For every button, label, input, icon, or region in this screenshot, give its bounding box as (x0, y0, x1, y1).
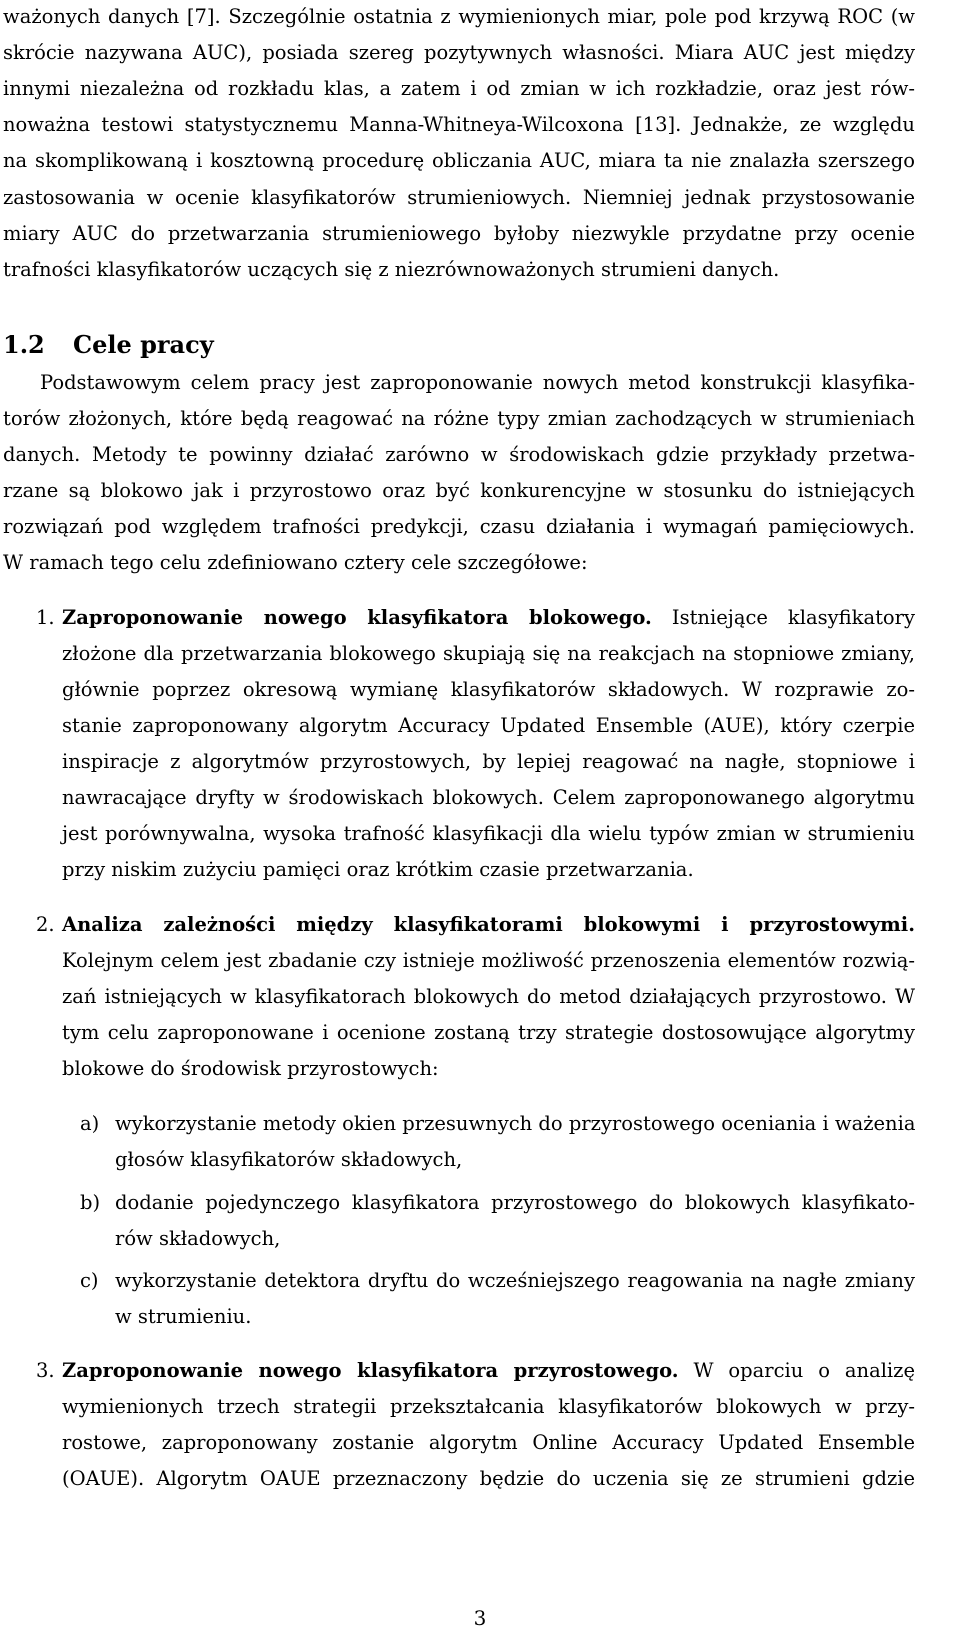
text-line: wymienionych trzech strategii przekształcania klasyfikatorów blokowych w przy- (62, 1395, 915, 1418)
page-number: 3 (473, 1606, 487, 1630)
list-marker: b) (80, 1191, 101, 1214)
text-line: głównie poprzez okresową wymianę klasyfikatorów składowych. W rozprawie zo- (62, 678, 915, 701)
section-title: Cele pracy (73, 330, 214, 359)
section-heading (3, 328, 214, 362)
text-line: Zaproponowanie nowego klasyfikatora blokowego. Istniejące klasyfikatory (62, 606, 915, 629)
goal-title: Analiza zależności między klasyfikatorami blokowymi i przyrostowymi. (62, 913, 915, 936)
goal-title: Zaproponowanie nowego klasyfikatora przyrostowego. (62, 1359, 679, 1382)
text-line: w strumieniu. (115, 1305, 252, 1328)
text-line: Zaproponowanie nowego klasyfikatora przyrostowego. W oparciu o analizę (62, 1359, 915, 1382)
goal-title: Zaproponowanie nowego klasyfikatora blokowego. (62, 606, 652, 629)
list-marker: a) (80, 1112, 100, 1135)
text-line: W ramach tego celu zdefiniowano cztery cele szczegółowe: (3, 551, 588, 574)
text-line: rozwiązań pod względem trafności predykcji, czasu działania i wymagań pamięciowych. (3, 515, 915, 538)
text-line: noważna testowi statystycznemu Manna-Whitneya-Wilcoxona [13]. Jednakże, ze względu (3, 113, 915, 136)
text-line: wykorzystanie detektora dryftu do wcześniejszego reagowania na nagłe zmiany (115, 1269, 915, 1292)
text-line: głosów klasyfikatorów składowych, (115, 1148, 463, 1171)
list-marker: 2. (36, 913, 55, 936)
text-line: wykorzystanie metody okien przesuwnych do przyrostowego oceniania i ważenia (115, 1112, 916, 1135)
section-number: 1.2 (3, 330, 45, 359)
text-line: rostowe, zaproponowany zostanie algorytm Online Accuracy Updated Ensemble (62, 1431, 915, 1454)
text-line: miary AUC do przetwarzania strumieniowego byłoby niezwykle przydatne przy ocenie (3, 222, 915, 245)
text-line: blokowe do środowisk przyrostowych: (62, 1057, 439, 1080)
text-line: inspiracje z algorytmów przyrostowych, by lepiej reagować na nagłe, stopniowe i (62, 750, 915, 773)
text-line: dodanie pojedynczego klasyfikatora przyrostowego do blokowych klasyfikato- (115, 1191, 915, 1214)
text-line: rów składowych, (115, 1227, 281, 1250)
text-line: torów złożonych, które będą reagować na różne typy zmian zachodzących w strumieniach (3, 407, 915, 430)
text-line: nawracające dryfty w środowiskach blokowych. Celem zaproponowanego algorytmu (62, 786, 915, 809)
text-line: zastosowania w ocenie klasyfikatorów strumieniowych. Niemniej jednak przystosowanie (3, 186, 915, 209)
text-line: złożone dla przetwarzania blokowego skupiają się na reakcjach na stopniowe zmiany, (62, 642, 915, 665)
text-line: stanie zaproponowany algorytm Accuracy Updated Ensemble (AUE), który czerpie (62, 714, 915, 737)
text-line (62, 910, 915, 940)
text-line: skrócie nazywana AUC), posiada szereg pozytywnych własności. Miara AUC jest między (3, 41, 915, 64)
text-line: trafności klasyfikatorów uczących się z niezrównoważonych strumieni danych. (3, 258, 780, 281)
text-line: (OAUE). Algorytm OAUE przeznaczony będzie do uczenia się ze strumieni gdzie (62, 1467, 915, 1490)
text-line: przy niskim zużyciu pamięci oraz krótkim czasie przetwarzania. (62, 858, 694, 881)
text-line: jest porównywalna, wysoka trafność klasyfikacji dla wielu typów zmian w strumieniu (62, 822, 915, 845)
list-marker: c) (80, 1269, 99, 1292)
list-marker: 1. (36, 606, 55, 629)
text-line: na skomplikowaną i kosztowną procedurę obliczania AUC, miara ta nie znalazła szerszego (3, 149, 915, 172)
text-line: rzane są blokowo jak i przyrostowo oraz być konkurencyjne w stosunku do istniejących (3, 479, 915, 502)
text-line: tym celu zaproponowane i ocenione zostaną trzy strategie dostosowujące algorytmy (62, 1021, 915, 1044)
list-marker: 3. (36, 1359, 55, 1382)
text-line: innymi niezależna od rozkładu klas, a zatem i od zmian w ich rozkładzie, oraz jest rów- (3, 77, 915, 100)
text-line: ważonych danych [7]. Szczególnie ostatnia z wymienionych miar, pole pod krzywą ROC (w (3, 5, 915, 28)
text-line: danych. Metody te powinny działać zarówno w środowiskach gdzie przykłady przetwa- (3, 443, 915, 466)
text-line: Kolejnym celem jest zbadanie czy istnieje możliwość przenoszenia elementów rozwią- (62, 949, 915, 972)
text-line: zań istniejących w klasyfikatorach blokowych do metod działających przyrostowo. W (62, 985, 915, 1008)
text-line: Podstawowym celem pracy jest zaproponowanie nowych metod konstrukcji klasyfika- (40, 371, 915, 394)
